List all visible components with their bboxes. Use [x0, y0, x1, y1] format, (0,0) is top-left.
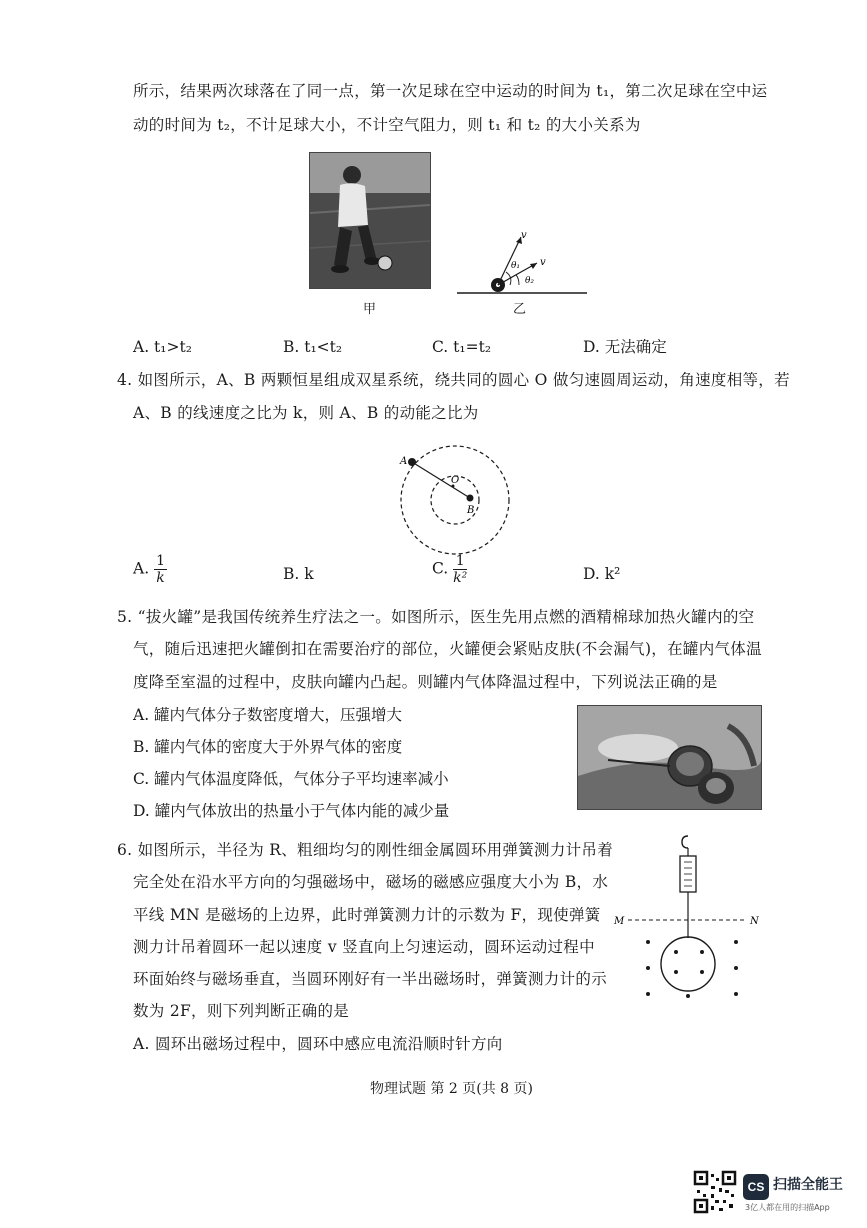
q6-text-line4: 测力计吊着圆环一起以速度 v 竖直向上匀速运动，圆环运动过程中 [133, 938, 595, 956]
player-illustration [310, 153, 430, 288]
q5-option-b: B. 罐内气体的密度大于外界气体的密度 [133, 738, 403, 756]
scanner-app-name: 扫描全能王 [773, 1177, 843, 1193]
q3-figure-yi-label: 乙 [513, 302, 527, 317]
q5-option-d: D. 罐内气体放出的热量小于气体内能的减少量 [133, 802, 450, 820]
orbit-a [401, 446, 509, 554]
label-theta2: θ₂ [525, 276, 535, 286]
q4-option-a-fraction [154, 553, 167, 586]
denominator: k [156, 570, 165, 586]
label-b: B [467, 505, 475, 516]
q4-option-a [133, 553, 167, 586]
q5-text-line1: 5. “拔火罐”是我国传统养生疗法之一。如图所示，医生先用点燃的酒精棉球加热火罐内的空 [117, 608, 755, 626]
q3-text-line1: 所示，结果两次球落在了同一点，第一次足球在空中运动的时间为 t₁，第二次足球在空中运 [133, 82, 768, 100]
q4-option-a-prefix: A. [133, 559, 150, 578]
hook-icon [682, 836, 688, 848]
cs-logo-icon: CS [743, 1174, 769, 1200]
label-v2: v [540, 257, 546, 268]
label-n: N [750, 916, 759, 927]
q3-figure-yi-diagram [455, 225, 590, 300]
numerator: 1 [453, 553, 467, 570]
q4-option-b: B. k [283, 565, 314, 583]
q4-option-d: D. k² [583, 565, 621, 583]
label-a: A [400, 456, 408, 467]
star-a [408, 458, 416, 466]
q4-text-line1: 4. 如图所示，A、B 两颗恒星组成双星系统，绕共同的圆心 O 做匀速圆周运动，角速度相等，若 [117, 371, 790, 389]
scanner-slogan: 3亿人都在用的扫描App [745, 1203, 830, 1212]
label-v1: v [521, 230, 527, 241]
q4-option-c-fraction [453, 553, 467, 586]
q6-text-line5: 环面始终与磁场垂直，当圆环刚好有一半出磁场时，弹簧测力计的示 [133, 970, 608, 988]
q4-option-c [432, 553, 467, 586]
q4-text-line2: A、B 的线速度之比为 k，则 A、B 的动能之比为 [133, 404, 479, 422]
qr-code-icon [693, 1170, 737, 1214]
q6-text-line2: 完全处在沿水平方向的匀强磁场中，磁场的磁感应强度大小为 B，水 [133, 873, 609, 891]
q6-text-line6: 数为 2F，则下列判断正确的是 [133, 1002, 350, 1020]
denominator: k² [453, 570, 468, 586]
scanner-watermark [693, 1168, 863, 1220]
q3-option-d: D. 无法确定 [583, 338, 667, 356]
q6-option-a: A. 圆环出磁场过程中，圆环中感应电流沿顺时针方向 [133, 1035, 503, 1053]
q3-text-line2: 动的时间为 t₂，不计足球大小，不计空气阻力，则 t₁ 和 t₂ 的大小关系为 [133, 116, 641, 134]
label-theta1: θ₁ [511, 261, 521, 271]
connecting-line [412, 462, 470, 498]
q5-option-c: C. 罐内气体温度降低，气体分子平均速率减小 [133, 770, 449, 788]
q3-figure-jia-photo [309, 152, 431, 289]
cupping-illustration [578, 706, 761, 809]
label-o: O [451, 475, 460, 486]
label-m: M [614, 916, 625, 927]
q6-ring-field-diagram [612, 832, 762, 1002]
q3-option-c: C. t₁=t₂ [432, 338, 492, 356]
q6-text-line3: 平线 MN 是磁场的上边界，此时弹簧测力计的示数为 F，现使弹簧 [133, 906, 601, 924]
q3-option-b: B. t₁<t₂ [283, 338, 343, 356]
numerator: 1 [156, 553, 165, 569]
q3-option-a: A. t₁>t₂ [133, 338, 192, 356]
q5-text-line3: 度降至室温的过程中，皮肤向罐内凸起。则罐内气体降温过程中，下列说法正确的是 [133, 673, 718, 691]
q4-binary-star-diagram [395, 440, 515, 560]
q5-text-line2: 气，随后迅速把火罐倒扣在需要治疗的部位，火罐便会紧贴皮肤(不会漏气)，在罐内气体温 [133, 640, 762, 658]
q5-cupping-photo [577, 705, 762, 810]
metal-ring [661, 937, 715, 991]
star-b [467, 495, 474, 502]
q4-option-c-prefix: C. [432, 559, 449, 578]
page-footer: 物理试题 第 2 页(共 8 页) [370, 1081, 533, 1097]
q5-option-a: A. 罐内气体分子数密度增大，压强增大 [133, 706, 403, 724]
q6-text-line1: 6. 如图所示，半径为 R、粗细均匀的刚性细金属圆环用弹簧测力计吊着 [117, 841, 614, 859]
q3-figure-jia-label: 甲 [363, 302, 377, 317]
